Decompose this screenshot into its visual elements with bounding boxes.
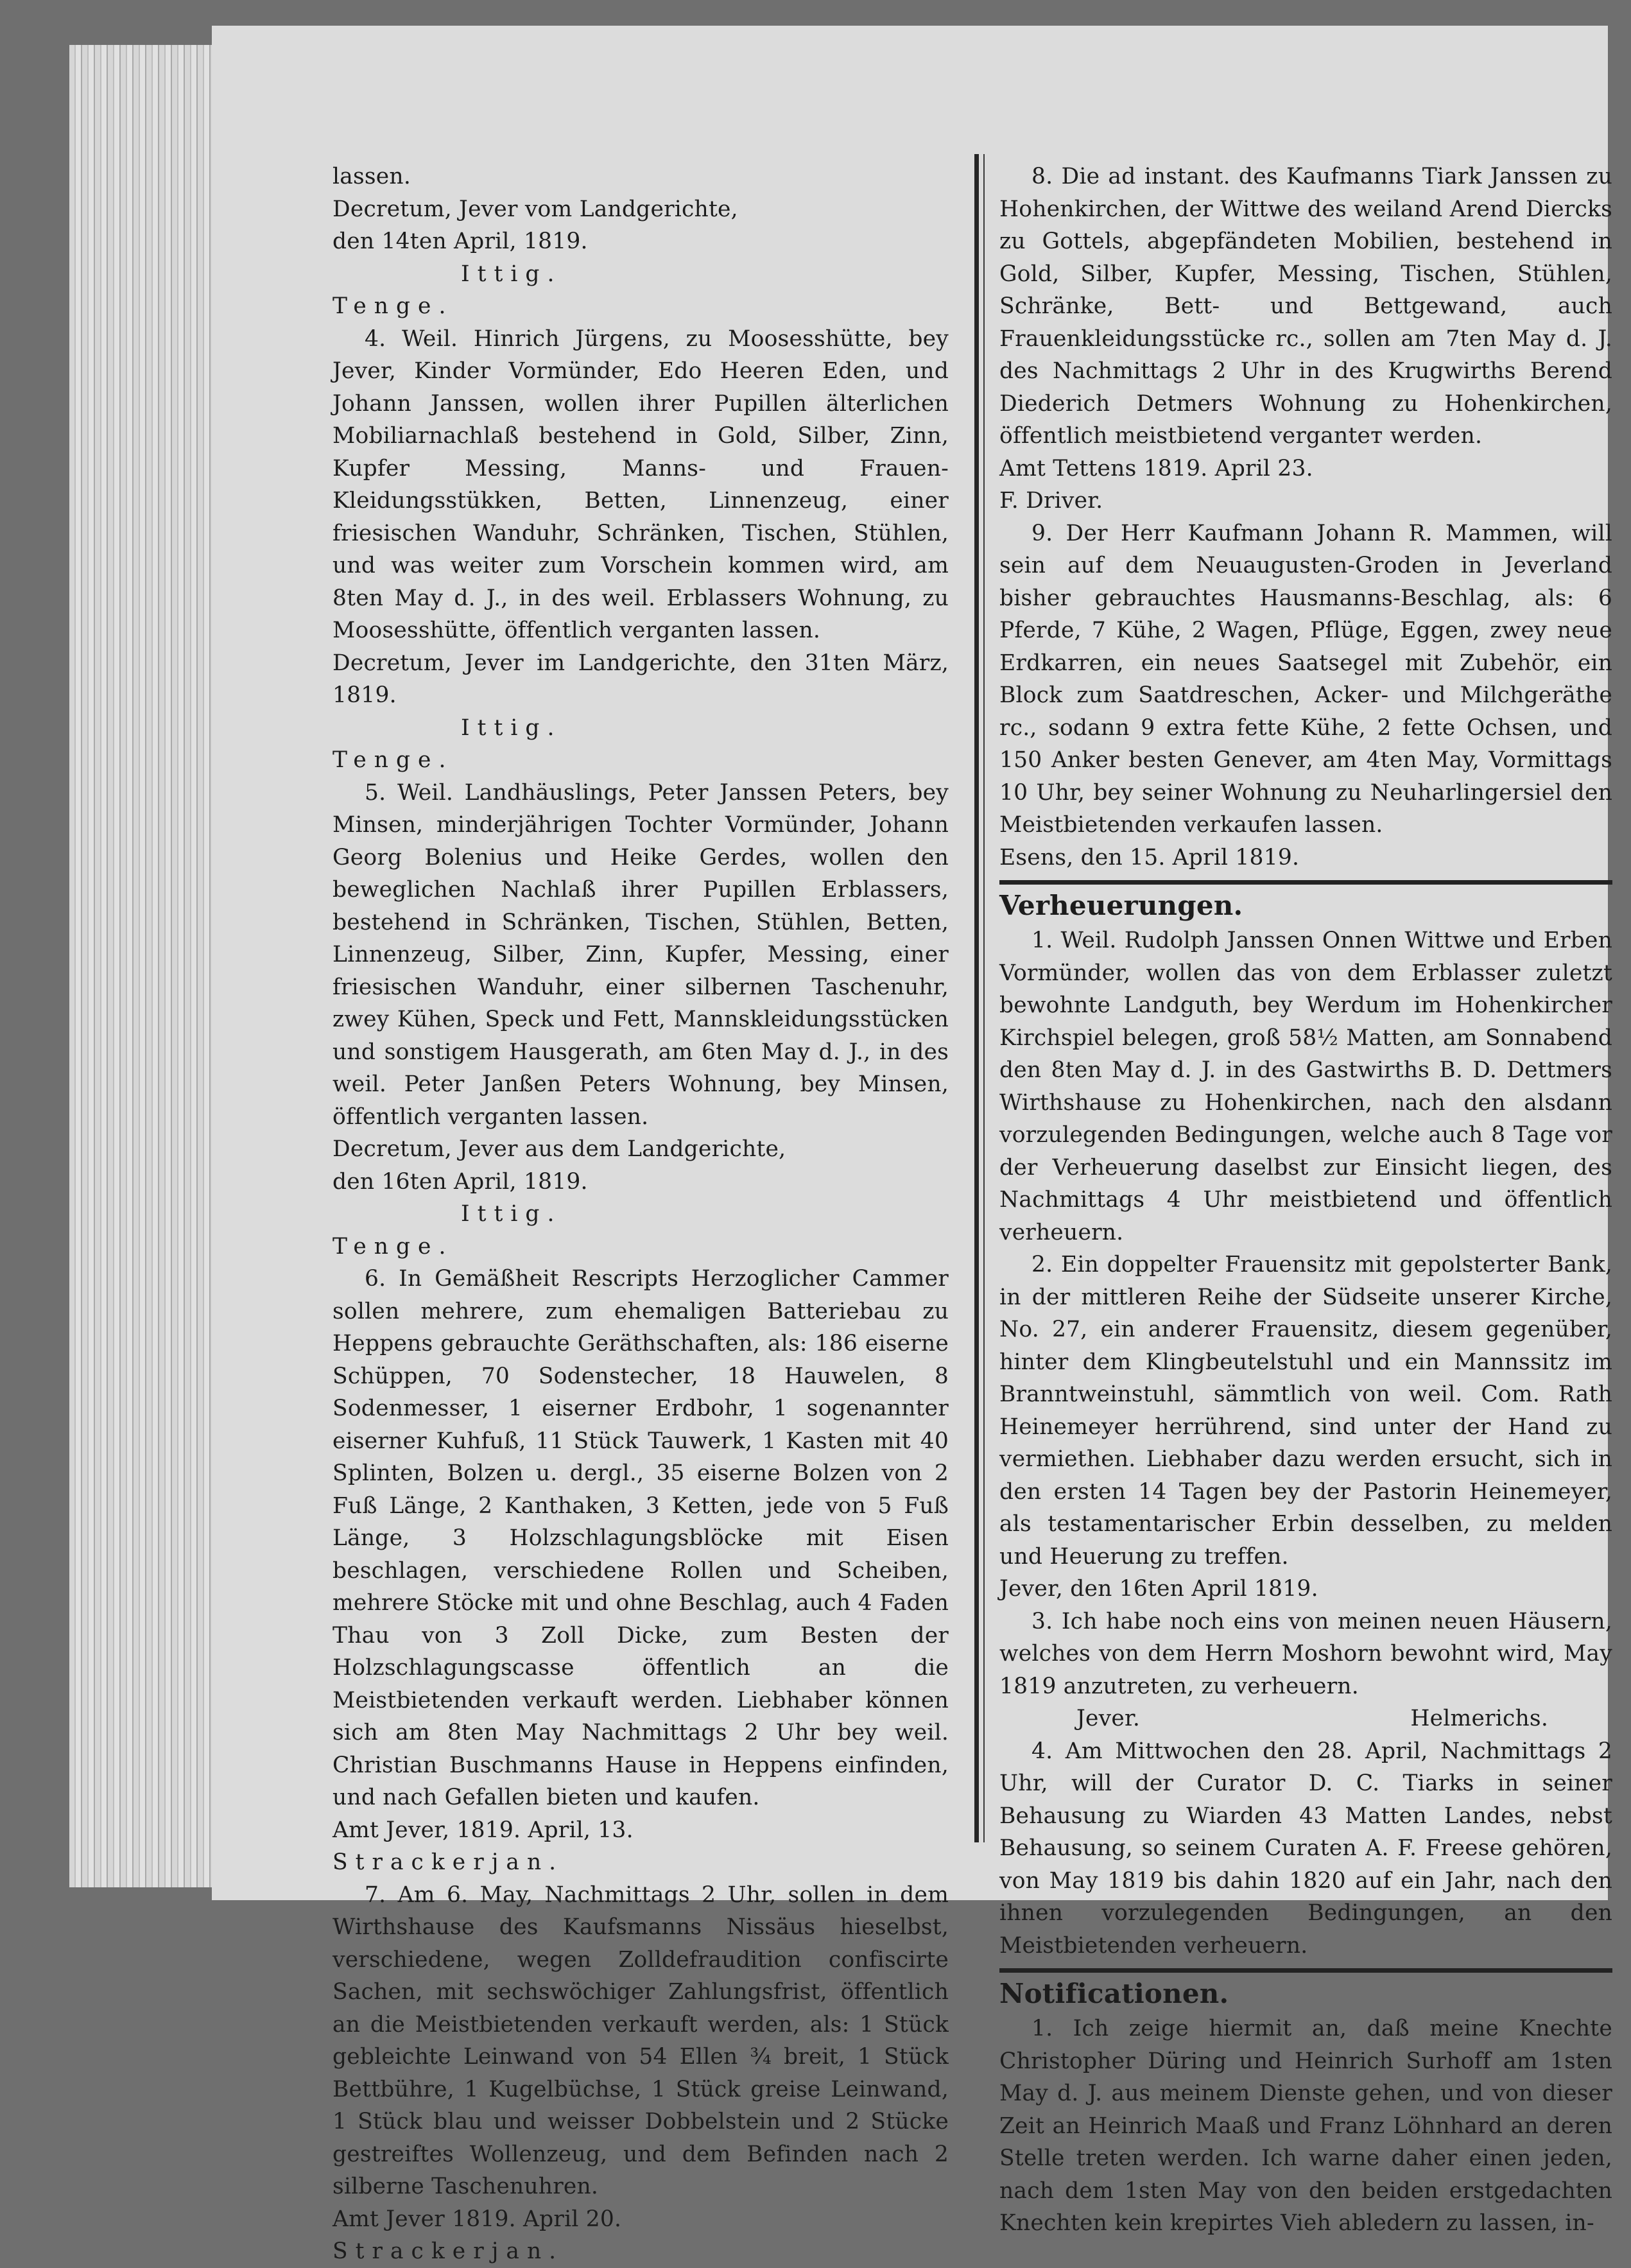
signature: Strackerjan. [332,1849,564,1875]
section-heading: Notificationen. [999,1978,1229,2009]
dateline: Decretum, Jever im Landgerichte, den 31ten März, 1819. [332,650,949,708]
signature: Ittig. [461,714,562,741]
signature: Tenge. [332,747,454,773]
place-name: Jever. [1076,1706,1141,1731]
dateline: Decretum, Jever aus dem Landgerichte, [332,1136,786,1162]
dateline: Amt Jever, 1819. April, 13. [332,1817,634,1843]
dateline: Amt Jever 1819. April 20. [332,2206,622,2232]
place-signature-line [999,1702,1612,1735]
notice-paragraph: 9. Der Herr Kaufmann Johann R. Mammen, will sein auf dem Neuaugusten-Groden in Jeverland bisher gebrauchtes Hausmanns-Beschlag, als: 6 Pferde, 7 Kühe, 2 Wagen, Pflüge, Eggen, zwey neue Erdkarren, ein neues Saatsegel mit Zubehör, ein Block zum Saatdreschen, Acker- und Milchgeräthe rc., sodann 9 extra fette Kühe, 2 fette Ochsen, und 150 Anker besten Genever, am 4ten May, Vormittags 10 Uhr, bey seiner Wohnung zu Neuharlingersiel den Meistbietenden verkaufen lassen. [999,520,1612,838]
section-rule [999,1968,1612,1973]
section-heading: Verheuerungen. [999,890,1243,921]
column-divider [974,154,979,1842]
notice-paragraph: 2. Ein doppelter Frauensitz mit gepolsterter Bank, in der mittleren Reihe der Südseite unserer Kirche, No. 27, ein anderer Frauensitz, diesem gegenüber, hinter dem Klingbeutelstuhl und ein Mannssitz im Branntweinstuhl, sämmtlich von weil. Com. Rath Heinemeyer herrührend, sind unter der Hand zu vermiethen. Liebhaber dazu werden ersucht, sich in den ersten 14 Tagen bey der Pastorin Heinemeyer, als testamentarischer Erbin desselben, zu melden und Heuerung zu treffen. [999,1252,1612,1570]
notice-paragraph: 7. Am 6. May, Nachmittags 2 Uhr, sollen in dem Wirthshause des Kaufsmanns Nissäus hieselbst, verschiedene, wegen Zolldefraudition confiscirte Sachen, mit sechswöchiger Zahlungsfrist, öffentlich an die Meistbietenden verkauft werden, als: 1 Stück gebleichte Leinwand von 54 Ellen ¾ breit, 1 Stück Bettbühre, 1 Kugelbüchse, 1 Stück greise Leinwand, 1 Stück blau und weisser Dobbelstein und 2 Stücke gestreiftes Wollenzeug, und dem Befinden nach 2 silberne Taschenuhren. [332,1882,949,2199]
notice-paragraph: 1. Weil. Rudolph Janssen Onnen Wittwe und Erben Vormünder, wollen das von dem Erblasser zuletzt bewohnte Landguth, bey Werdum im Hohenkircher Kirchspiel belegen, groß 58½ Matten, am Sonnabend den 8ten May d. J. in des Gastwirths B. D. Dettmers Wirthshause zu Hohenkirchen, nach den alsdann vorzulegenden Bedingungen, welche auch 8 Tage vor der Verheuerung daselbst zur Einsicht liegen, des Nachmittags 4 Uhr meistbietend und öffentlich verheuern. [999,928,1612,1245]
dateline: Esens, den 15. April 1819. [999,844,1300,870]
signature: Ittig. [461,1201,562,1227]
paragraph: lassen. [332,164,411,189]
column-divider-thin [983,154,985,1842]
signature: Ittig. [461,261,562,287]
notice-paragraph: 3. Ich habe noch eins von meinen neuen Häusern, welches von dem Herrn Moshorn bewohnt wird, May 1819 anzutreten, zu verheuern. [999,1608,1612,1699]
dateline: Jever, den 16ten April 1819. [999,1576,1318,1602]
signature: Strackerjan. [332,2238,564,2264]
signature: Tenge. [332,293,454,319]
notice-paragraph: 1. Ich zeige hiermit an, daß meine Knechte Christopher Düring und Heinrich Surhoff am 1sten May d. J. aus meinem Dienste gehen, und von dieser Zeit an Heinrich Maaß und Franz Löhnhard an deren Stelle treten werden. Ich warne daher einen jeden, nach dem 1sten May von den beiden erstgedachten Knechten kein krepirtes Vieh abledern zu lassen, in- [999,2016,1612,2236]
dateline: Amt Tettens 1819. April 23. [999,455,1313,481]
page-stack-edge [69,45,217,1887]
notice-paragraph: 6. In Gemäßheit Rescripts Herzoglicher Cammer sollen mehrere, zum ehemaligen Batteriebau zu Heppens gebrauchte Geräthschaften, als: 186 eiserne Schüppen, 70 Sodenstecher, 18 Hauwelen, 8 Sodenmesser, 1 eiserner Erdbohr, 1 sogenannter eiserner Kuhfuß, 11 Stück Tauwerk, 1 Kasten mit 40 Splinten, Bolzen u. dergl., 35 eiserne Bolzen von 2 Fuß Länge, 2 Kanthaken, 3 Ketten, jede von 5 Fuß Länge, 3 Holzschlagungsblöcke mit Eisen beschlagen, verschiedene Rollen und Scheiben, mehrere Stöcke mit und ohne Beschlag, auch 4 Faden Thau von 3 Zoll Dicke, zum Besten der Holzschlagungscasse öffentlich an die Meistbietenden verkauft werden. Liebhaber können sich am 8ten May Nachmittags 2 Uhr bey weil. Christian Buschmanns Hause in Heppens einfinden, und nach Gefallen bieten und kaufen. [332,1266,949,1810]
dateline: den 16ten April, 1819. [332,1168,588,1195]
notice-paragraph: 4. Weil. Hinrich Jürgens, zu Moosesshütte, bey Jever, Kinder Vormünder, Edo Heeren Eden, und Johann Janssen, wollen ihrer Pupillen älterlichen Mobiliarnachlaß bestehend in Gold, Silber, Zinn, Kupfer Messing, Manns- und Frauen-Kleidungsstükken, Betten, Linnenzeug, einer friesischen Wanduhr, Schränken, Tischen, Stühlen, und was weiter zum Vorschein kommen wird, am 8ten May d. J., in des weil. Erblassers Wohnung, zu Moosesshütte, öffentlich verganten lassen. [332,325,949,643]
dateline: den 14ten April, 1819. [332,229,588,254]
section-rule [999,880,1612,885]
dateline: F. Driver. [999,488,1103,514]
signature: Tenge. [332,1233,454,1260]
notice-paragraph: 4. Am Mittwochen den 28. April, Nachmittags 2 Uhr, will der Curator D. C. Tiarks in seiner Behausung zu Wiarden 43 Matten Landes, nebst Behausung, so seinem Curaten A. F. Freese gehören, von May 1819 bis dahin 1820 auf ein Jahr, nach den ihnen vorzulegenden Bedingungen, an den Meistbietenden verheuern. [999,1738,1612,1959]
right-column [999,160,1612,2240]
dateline: Decretum, Jever vom Landgerichte, [332,196,738,222]
signature: Helmerichs. [1410,1706,1548,1731]
left-column [332,160,949,2268]
notice-paragraph: 8. Die ad instant. des Kaufmanns Tiark Janssen zu Hohenkirchen, der Wittwe des weiland Arend Diercks zu Gottels, abgepfändeten Mobilien, bestehend in Gold, Silber, Kupfer, Messing, Tischen, Stühlen, Schränke, Bett- und Bettgewand, auch Frauenkleidungsstücke rc., sollen am 7ten May d. J. des Nachmittags 2 Uhr in des Krugwirths Berend Diederich Detmers Wohnung zu Hohenkirchen, öffentlich meistbietend verganteт werden. [999,164,1612,449]
notice-paragraph: 5. Weil. Landhäuslings, Peter Janssen Peters, bey Minsen, minderjährigen Tochter Vormünder, Johann Georg Bolenius und Heike Gerdes, wollen den beweglichen Nachlaß ihrer Pupillen Erblassers, bestehend in Schränken, Tischen, Stühlen, Betten, Linnenzeug, Silber, Zinn, Kupfer, Messing, einer friesischen Wanduhr, einer silbernen Taschenuhr, zwey Kühen, Speck und Fett, Mannskleidungsstücken und sonstigem Hausgerath, am 6ten May d. J., in des weil. Peter Janßen Peters Wohnung, bey Minsen, öffentlich verganten lassen. [332,779,949,1130]
